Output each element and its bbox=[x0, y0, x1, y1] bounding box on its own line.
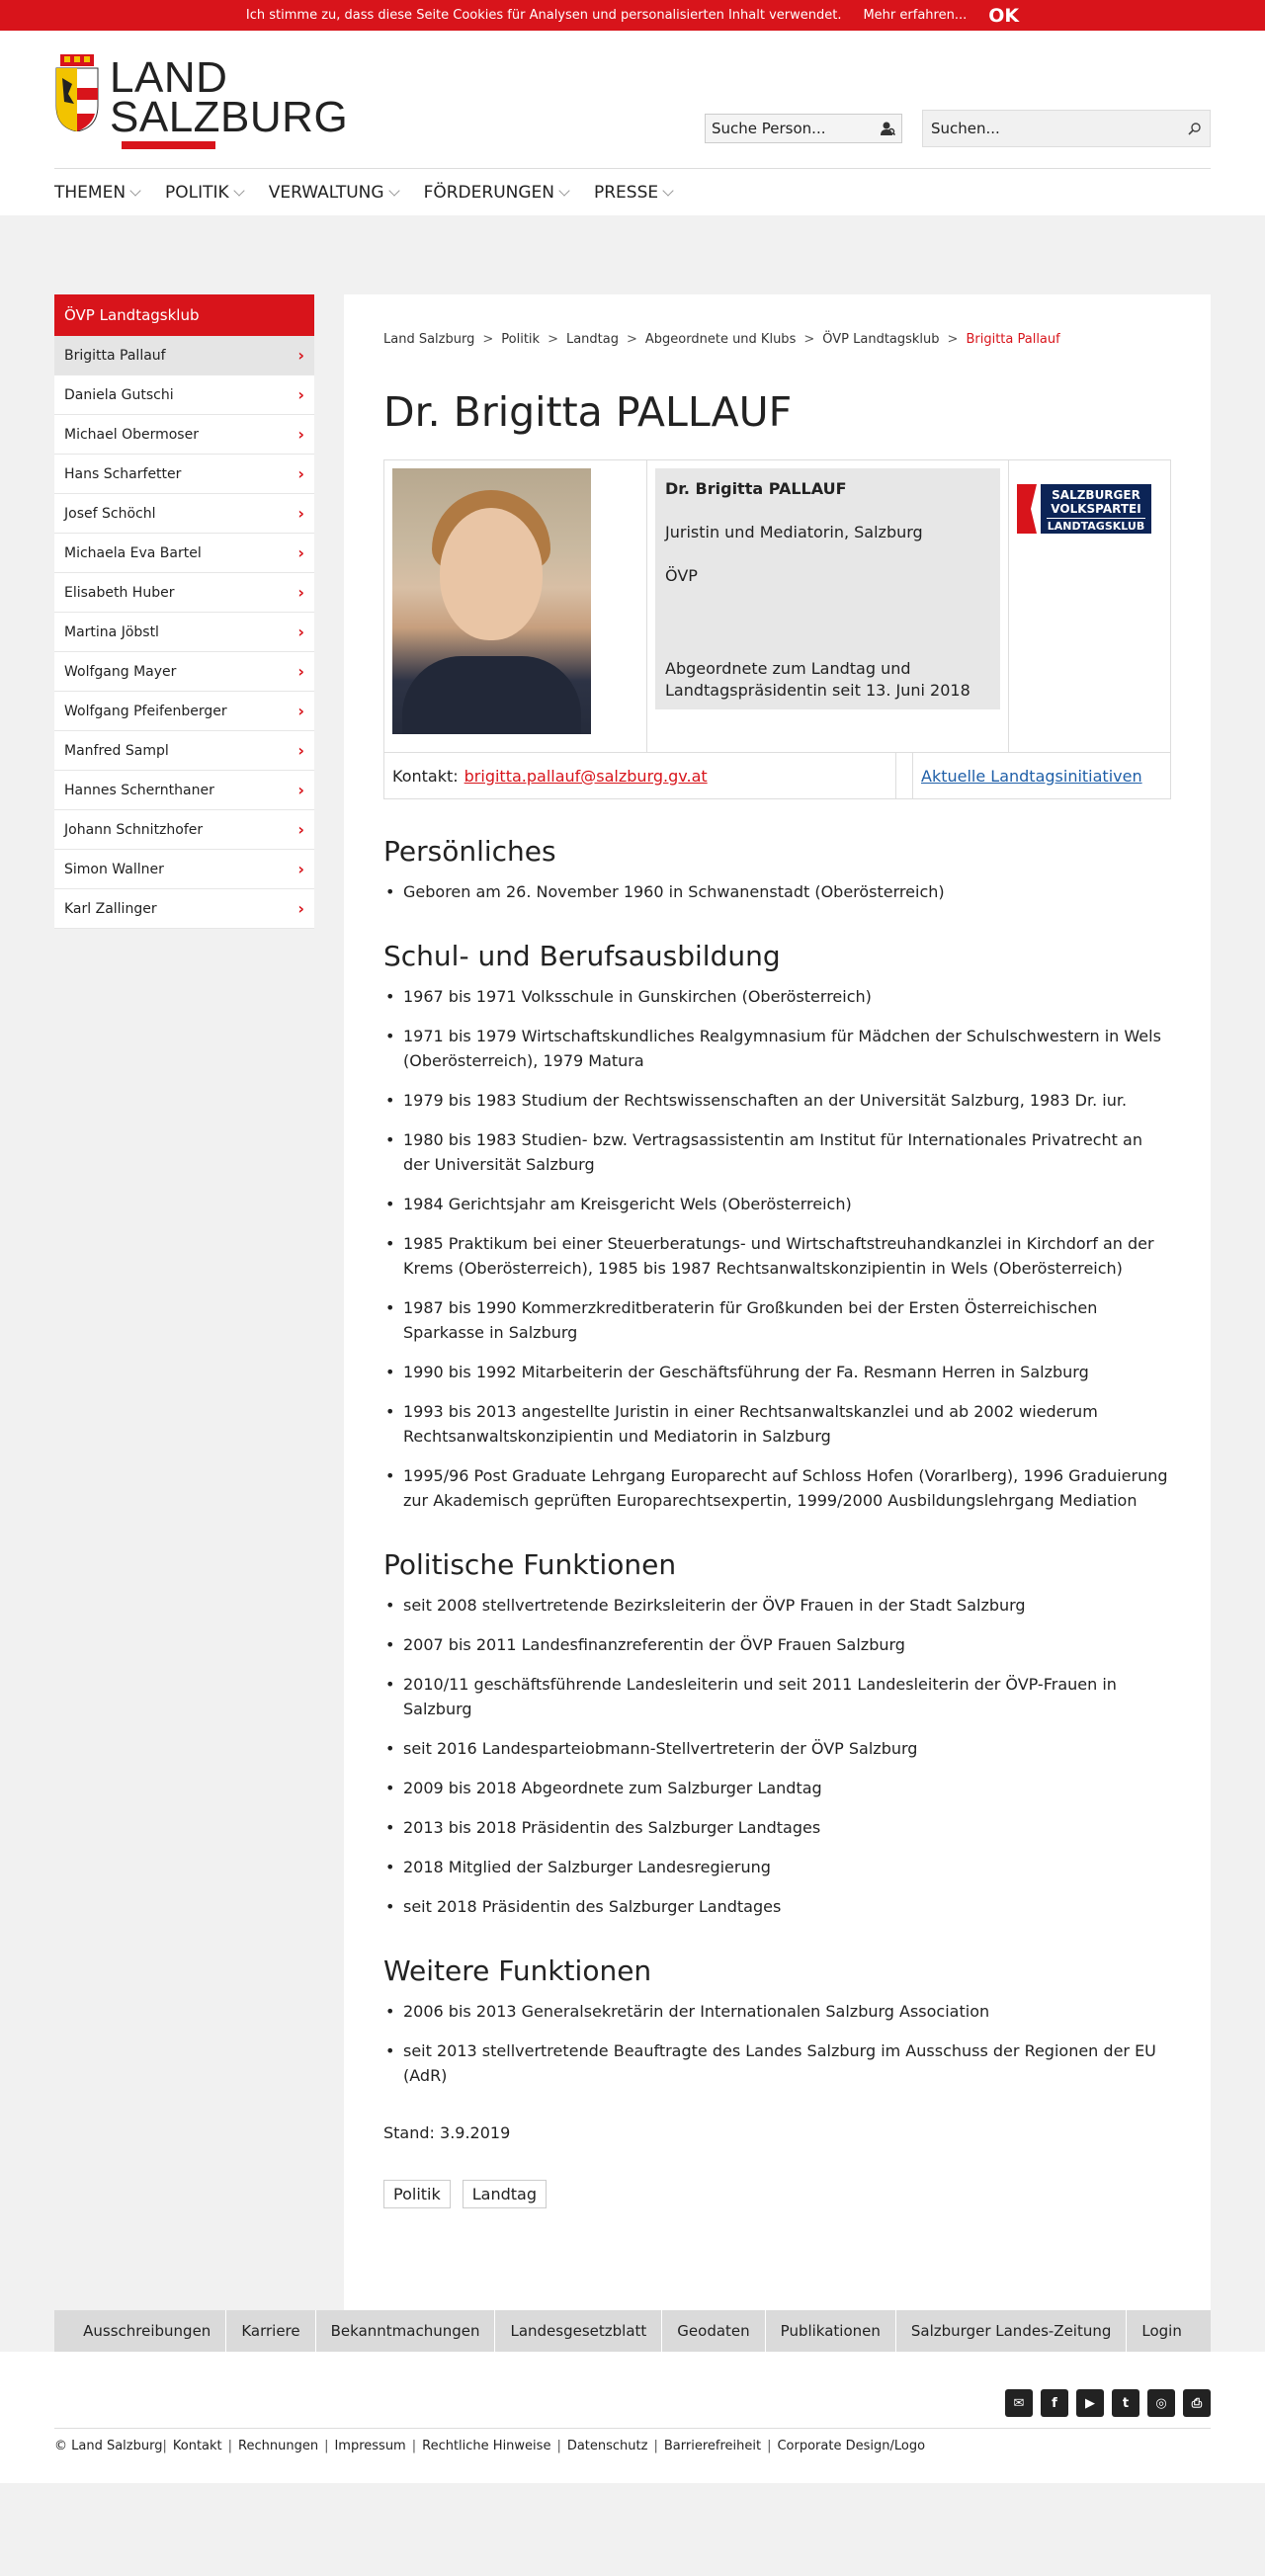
footer-bottom bbox=[0, 2352, 1265, 2483]
sidebar-item[interactable]: Josef Schöchl › bbox=[54, 494, 314, 534]
chevron-right-icon: › bbox=[297, 346, 304, 365]
email-link[interactable]: brigitta.pallauf@salzburg.gv.at bbox=[464, 766, 708, 786]
print-icon[interactable]: ⎙ bbox=[1183, 2389, 1211, 2417]
sidebar-item[interactable]: Brigitta Pallauf › bbox=[54, 336, 314, 375]
tag-list bbox=[383, 2180, 1171, 2208]
chevron-down-icon bbox=[129, 185, 140, 196]
list-item: • 2010/11 geschäftsführende Landesleiterin und seit 2011 Landesleiterin der ÖVP-Frauen in Salzburg bbox=[383, 1672, 1171, 1721]
person-search-field[interactable] bbox=[705, 114, 902, 143]
list-item: • 2009 bis 2018 Abgeordnete zum Salzburger Landtag bbox=[383, 1776, 1171, 1800]
nav-item-politik[interactable]: POLITIK bbox=[165, 183, 243, 203]
site-search-placeholder: Suchen... bbox=[931, 120, 1000, 137]
list-item: • 1987 bis 1990 Kommerzkreditberaterin für Großkunden bei der Ersten Österreichischen Sparkasse in Salzburg bbox=[383, 1295, 1171, 1345]
site-header bbox=[0, 31, 1265, 215]
breadcrumb bbox=[383, 332, 1171, 347]
footer-link[interactable]: Salzburger Landes-Zeitung bbox=[896, 2310, 1128, 2352]
search-icon[interactable] bbox=[1188, 122, 1202, 135]
section-heading: Schul- und Berufsausbildung bbox=[383, 940, 781, 972]
sidebar-item[interactable]: Johann Schnitzhofer › bbox=[54, 810, 314, 850]
sidebar-item[interactable]: Simon Wallner › bbox=[54, 850, 314, 889]
legal-link[interactable]: Barrierefreiheit bbox=[663, 2439, 762, 2453]
legal-link[interactable]: Kontakt bbox=[172, 2439, 222, 2453]
section-heading: Weitere Funktionen bbox=[383, 1954, 652, 1987]
cookie-bar bbox=[0, 0, 1265, 31]
footer-link[interactable]: Landesgesetzblatt bbox=[495, 2310, 662, 2352]
mail-icon[interactable]: ✉ bbox=[1005, 2389, 1033, 2417]
chevron-right-icon: › bbox=[297, 662, 304, 681]
list-item: • 1967 bis 1971 Volksschule in Gunskirchen (Oberösterreich) bbox=[383, 984, 1171, 1009]
breadcrumb-item[interactable]: Land Salzburg bbox=[383, 332, 475, 347]
sidebar-title[interactable]: ÖVP Landtagsklub bbox=[54, 294, 314, 336]
sidebar-item[interactable]: Manfred Sampl › bbox=[54, 731, 314, 771]
chevron-right-icon: › bbox=[297, 860, 304, 878]
breadcrumb-separator: > bbox=[482, 332, 494, 347]
sidebar-item[interactable]: Hannes Schernthaner › bbox=[54, 771, 314, 810]
list-item: • 1979 bis 1983 Studium der Rechtswissenschaften an der Universität Salzburg, 1983 Dr. iur. bbox=[383, 1088, 1171, 1113]
tag-politik[interactable]: Politik bbox=[383, 2180, 451, 2208]
person-search-placeholder: Suche Person... bbox=[712, 120, 826, 137]
sidebar-item[interactable]: Martina Jöbstl › bbox=[54, 613, 314, 652]
sidebar-item[interactable]: Hans Scharfetter › bbox=[54, 455, 314, 494]
profile-info-box bbox=[655, 468, 1000, 709]
list-item: • seit 2008 stellvertretende Bezirksleiterin der ÖVP Frauen in der Stadt Salzburg bbox=[383, 1593, 1171, 1618]
list-item: • 1980 bis 1983 Studien- bzw. Vertragsassistentin am Institut für Internationales Privatrecht an der Universität Salzburg bbox=[383, 1127, 1171, 1177]
chevron-right-icon: › bbox=[297, 385, 304, 404]
page-title: Dr. Brigitta PALLAUF bbox=[383, 388, 793, 436]
footer-link[interactable]: Ausschreibungen bbox=[68, 2310, 226, 2352]
list-item: • 1971 bis 1979 Wirtschaftskundliches Realgymnasium für Mädchen der Schulschwestern in Wels (Oberösterreich), 1979 Matura bbox=[383, 1024, 1171, 1073]
list-item: • 1984 Gerichtsjahr am Kreisgericht Wels (Oberösterreich) bbox=[383, 1192, 1171, 1216]
breadcrumb-separator: > bbox=[947, 332, 959, 347]
chevron-right-icon: › bbox=[297, 781, 304, 799]
breadcrumb-separator: > bbox=[803, 332, 815, 347]
section-heading: Politische Funktionen bbox=[383, 1548, 677, 1581]
footer-link[interactable]: Karriere bbox=[226, 2310, 315, 2352]
list-item: • 2013 bis 2018 Präsidentin des Salzburger Landtages bbox=[383, 1815, 1171, 1840]
cookie-more-link[interactable]: Mehr erfahren... bbox=[863, 8, 968, 23]
crest-icon bbox=[54, 54, 100, 131]
chevron-down-icon bbox=[558, 185, 569, 196]
list-item: • 1990 bis 1992 Mitarbeiterin der Geschäftsführung der Fa. Resmann Herren in Salzburg bbox=[383, 1360, 1171, 1384]
chevron-right-icon: › bbox=[297, 543, 304, 562]
section-list bbox=[383, 1999, 1171, 2088]
section-list bbox=[383, 879, 1171, 904]
list-item: • 2018 Mitglied der Salzburger Landesregierung bbox=[383, 1855, 1171, 1879]
list-item: • 1995/96 Post Graduate Lehrgang Europarecht auf Schloss Hofen (Vorarlberg), 1996 Graduierung zur Akademisch geprüften Europarechtsexpertin, 1999/2000 Ausbildungslehrgang Mediation bbox=[383, 1463, 1171, 1513]
nav-item-foerderungen[interactable]: FÖRDERUNGEN bbox=[424, 183, 568, 203]
profile-name: Dr. Brigitta PALLAUF bbox=[665, 479, 847, 498]
chevron-right-icon: › bbox=[297, 464, 304, 483]
party-logo: SALZBURGER VOLKSPARTEI LANDTAGSKLUB bbox=[1017, 484, 1162, 534]
site-logo[interactable] bbox=[54, 53, 349, 141]
footer-link[interactable]: Publikationen bbox=[766, 2310, 896, 2352]
profile-role: Abgeordnete zum Landtag und Landtagspräsidentin seit 13. Juni 2018 bbox=[665, 659, 970, 700]
list-item: • 2007 bis 2011 Landesfinanzreferentin der ÖVP Frauen Salzburg bbox=[383, 1632, 1171, 1657]
breadcrumb-item[interactable]: Politik bbox=[501, 332, 541, 347]
stand-date: Stand: 3.9.2019 bbox=[383, 2123, 511, 2142]
list-item: • seit 2018 Präsidentin des Salzburger Landtages bbox=[383, 1894, 1171, 1919]
cookie-ok-button[interactable]: OK bbox=[988, 4, 1020, 27]
nav-item-presse[interactable]: PRESSE bbox=[594, 183, 672, 203]
profile-party: ÖVP bbox=[665, 566, 698, 585]
list-item: • 1993 bis 2013 angestellte Juristin in einer Rechtsanwaltskanzlei und ab 2002 wiederum Rechtsanwaltskonzipientin und Mediatorin in Salzburg bbox=[383, 1399, 1171, 1449]
footer-link[interactable]: Login bbox=[1141, 2322, 1182, 2340]
legal-link[interactable]: Rechtliche Hinweise bbox=[422, 2439, 551, 2453]
list-item: • 1985 Praktikum bei einer Steuerberatungs- und Wirtschaftstreuhandkanzlei in Kirchdorf an der Krems (Oberösterreich), 1985 bis 1987 Rechtsanwaltskonzipientin in Wels (Oberösterreich) bbox=[383, 1231, 1171, 1281]
breadcrumb-item[interactable]: Landtag bbox=[565, 332, 619, 347]
facebook-icon[interactable]: f bbox=[1041, 2389, 1068, 2417]
nav-item-themen[interactable]: THEMEN bbox=[54, 183, 139, 203]
copyright: © Land Salzburg bbox=[54, 2439, 163, 2453]
section-heading: Persönliches bbox=[383, 835, 556, 868]
kontakt-label: Kontakt: bbox=[392, 766, 459, 786]
list-item: • 2006 bis 2013 Generalsekretärin der Internationalen Salzburg Association bbox=[383, 1999, 1171, 2024]
footer-link[interactable]: Bekanntmachungen bbox=[316, 2310, 496, 2352]
footer-links bbox=[54, 2310, 1211, 2352]
sidebar-item[interactable]: Wolfgang Mayer › bbox=[54, 652, 314, 692]
sidebar-item[interactable]: Elisabeth Huber › bbox=[54, 573, 314, 613]
section-list bbox=[383, 1593, 1171, 1919]
main-nav bbox=[54, 168, 1211, 215]
initiativen-link[interactable]: Aktuelle Landtagsinitiativen bbox=[921, 766, 1142, 786]
tag-landtag[interactable]: Landtag bbox=[463, 2180, 547, 2208]
chevron-right-icon: › bbox=[297, 425, 304, 444]
breadcrumb-separator: > bbox=[548, 332, 558, 347]
youtube-icon[interactable]: ▶ bbox=[1076, 2389, 1104, 2417]
content-panel bbox=[344, 294, 1211, 2310]
sidebar-item[interactable]: Michaela Eva Bartel › bbox=[54, 534, 314, 573]
logo-underline bbox=[122, 141, 215, 149]
footer-link[interactable]: Geodaten bbox=[662, 2310, 765, 2352]
chevron-right-icon: › bbox=[297, 583, 304, 602]
party-flag-icon bbox=[1017, 484, 1037, 534]
logo-line-2: SALZBURG bbox=[110, 93, 349, 141]
cookie-text: Ich stimme zu, dass diese Seite Cookies für Analysen und personalisierten Inhalt verwendet. bbox=[245, 8, 842, 23]
breadcrumb-item[interactable]: ÖVP Landtagsklub bbox=[822, 332, 940, 347]
breadcrumb-item[interactable]: Abgeordnete und Klubs bbox=[644, 332, 797, 347]
legal-link[interactable]: Datenschutz bbox=[566, 2439, 648, 2453]
sidebar-item[interactable]: Wolfgang Pfeifenberger › bbox=[54, 692, 314, 731]
chevron-right-icon: › bbox=[297, 820, 304, 839]
list-item: • seit 2016 Landesparteiobmann-Stellvertreterin der ÖVP Salzburg bbox=[383, 1736, 1171, 1761]
profile-photo bbox=[392, 468, 591, 734]
chevron-down-icon bbox=[662, 185, 673, 196]
list-item: • seit 2013 stellvertretende Beauftragte des Landes Salzburg im Ausschuss der Regionen der EU (AdR) bbox=[383, 2038, 1171, 2088]
section-list bbox=[383, 984, 1171, 1513]
chevron-right-icon: › bbox=[297, 741, 304, 760]
instagram-icon[interactable]: ◎ bbox=[1147, 2389, 1175, 2417]
person-search-icon[interactable] bbox=[880, 121, 895, 136]
legal-link[interactable]: Impressum bbox=[334, 2439, 406, 2453]
chevron-right-icon: › bbox=[297, 899, 304, 918]
legal-link[interactable]: Rechnungen bbox=[238, 2439, 319, 2453]
breadcrumb-separator: > bbox=[626, 332, 637, 347]
list-item: • Geboren am 26. November 1960 in Schwanenstadt (Oberösterreich) bbox=[383, 879, 1171, 904]
sidebar bbox=[54, 294, 314, 929]
profile-profession: Juristin und Mediatorin, Salzburg bbox=[665, 523, 923, 541]
chevron-right-icon: › bbox=[297, 702, 304, 720]
main-area bbox=[54, 215, 1211, 2310]
chevron-down-icon bbox=[233, 185, 244, 196]
twitter-icon[interactable]: t bbox=[1112, 2389, 1139, 2417]
logo-line-1: LAND bbox=[110, 53, 228, 102]
sidebar-item[interactable]: Karl Zallinger › bbox=[54, 889, 314, 929]
chevron-right-icon: › bbox=[297, 623, 304, 641]
chevron-right-icon: › bbox=[297, 504, 304, 523]
social-icons bbox=[1005, 2389, 1211, 2417]
nav-item-verwaltung[interactable]: VERWALTUNG bbox=[269, 183, 398, 203]
legal-links: © Land Salzburg | Kontakt | Rechnungen | Impressum | Rechtliche Hinweise | Datenschutz | Barrierefreiheit | Corporate Design/Logo bbox=[54, 2439, 926, 2453]
site-search-field[interactable] bbox=[922, 110, 1211, 147]
breadcrumb-item: Brigitta Pallauf bbox=[966, 332, 1060, 347]
profile-table bbox=[383, 459, 1171, 799]
chevron-down-icon bbox=[388, 185, 399, 196]
sidebar-item[interactable]: Daniela Gutschi › bbox=[54, 375, 314, 415]
legal-link[interactable]: Corporate Design/Logo bbox=[777, 2439, 926, 2453]
sidebar-item[interactable]: Michael Obermoser › bbox=[54, 415, 314, 455]
